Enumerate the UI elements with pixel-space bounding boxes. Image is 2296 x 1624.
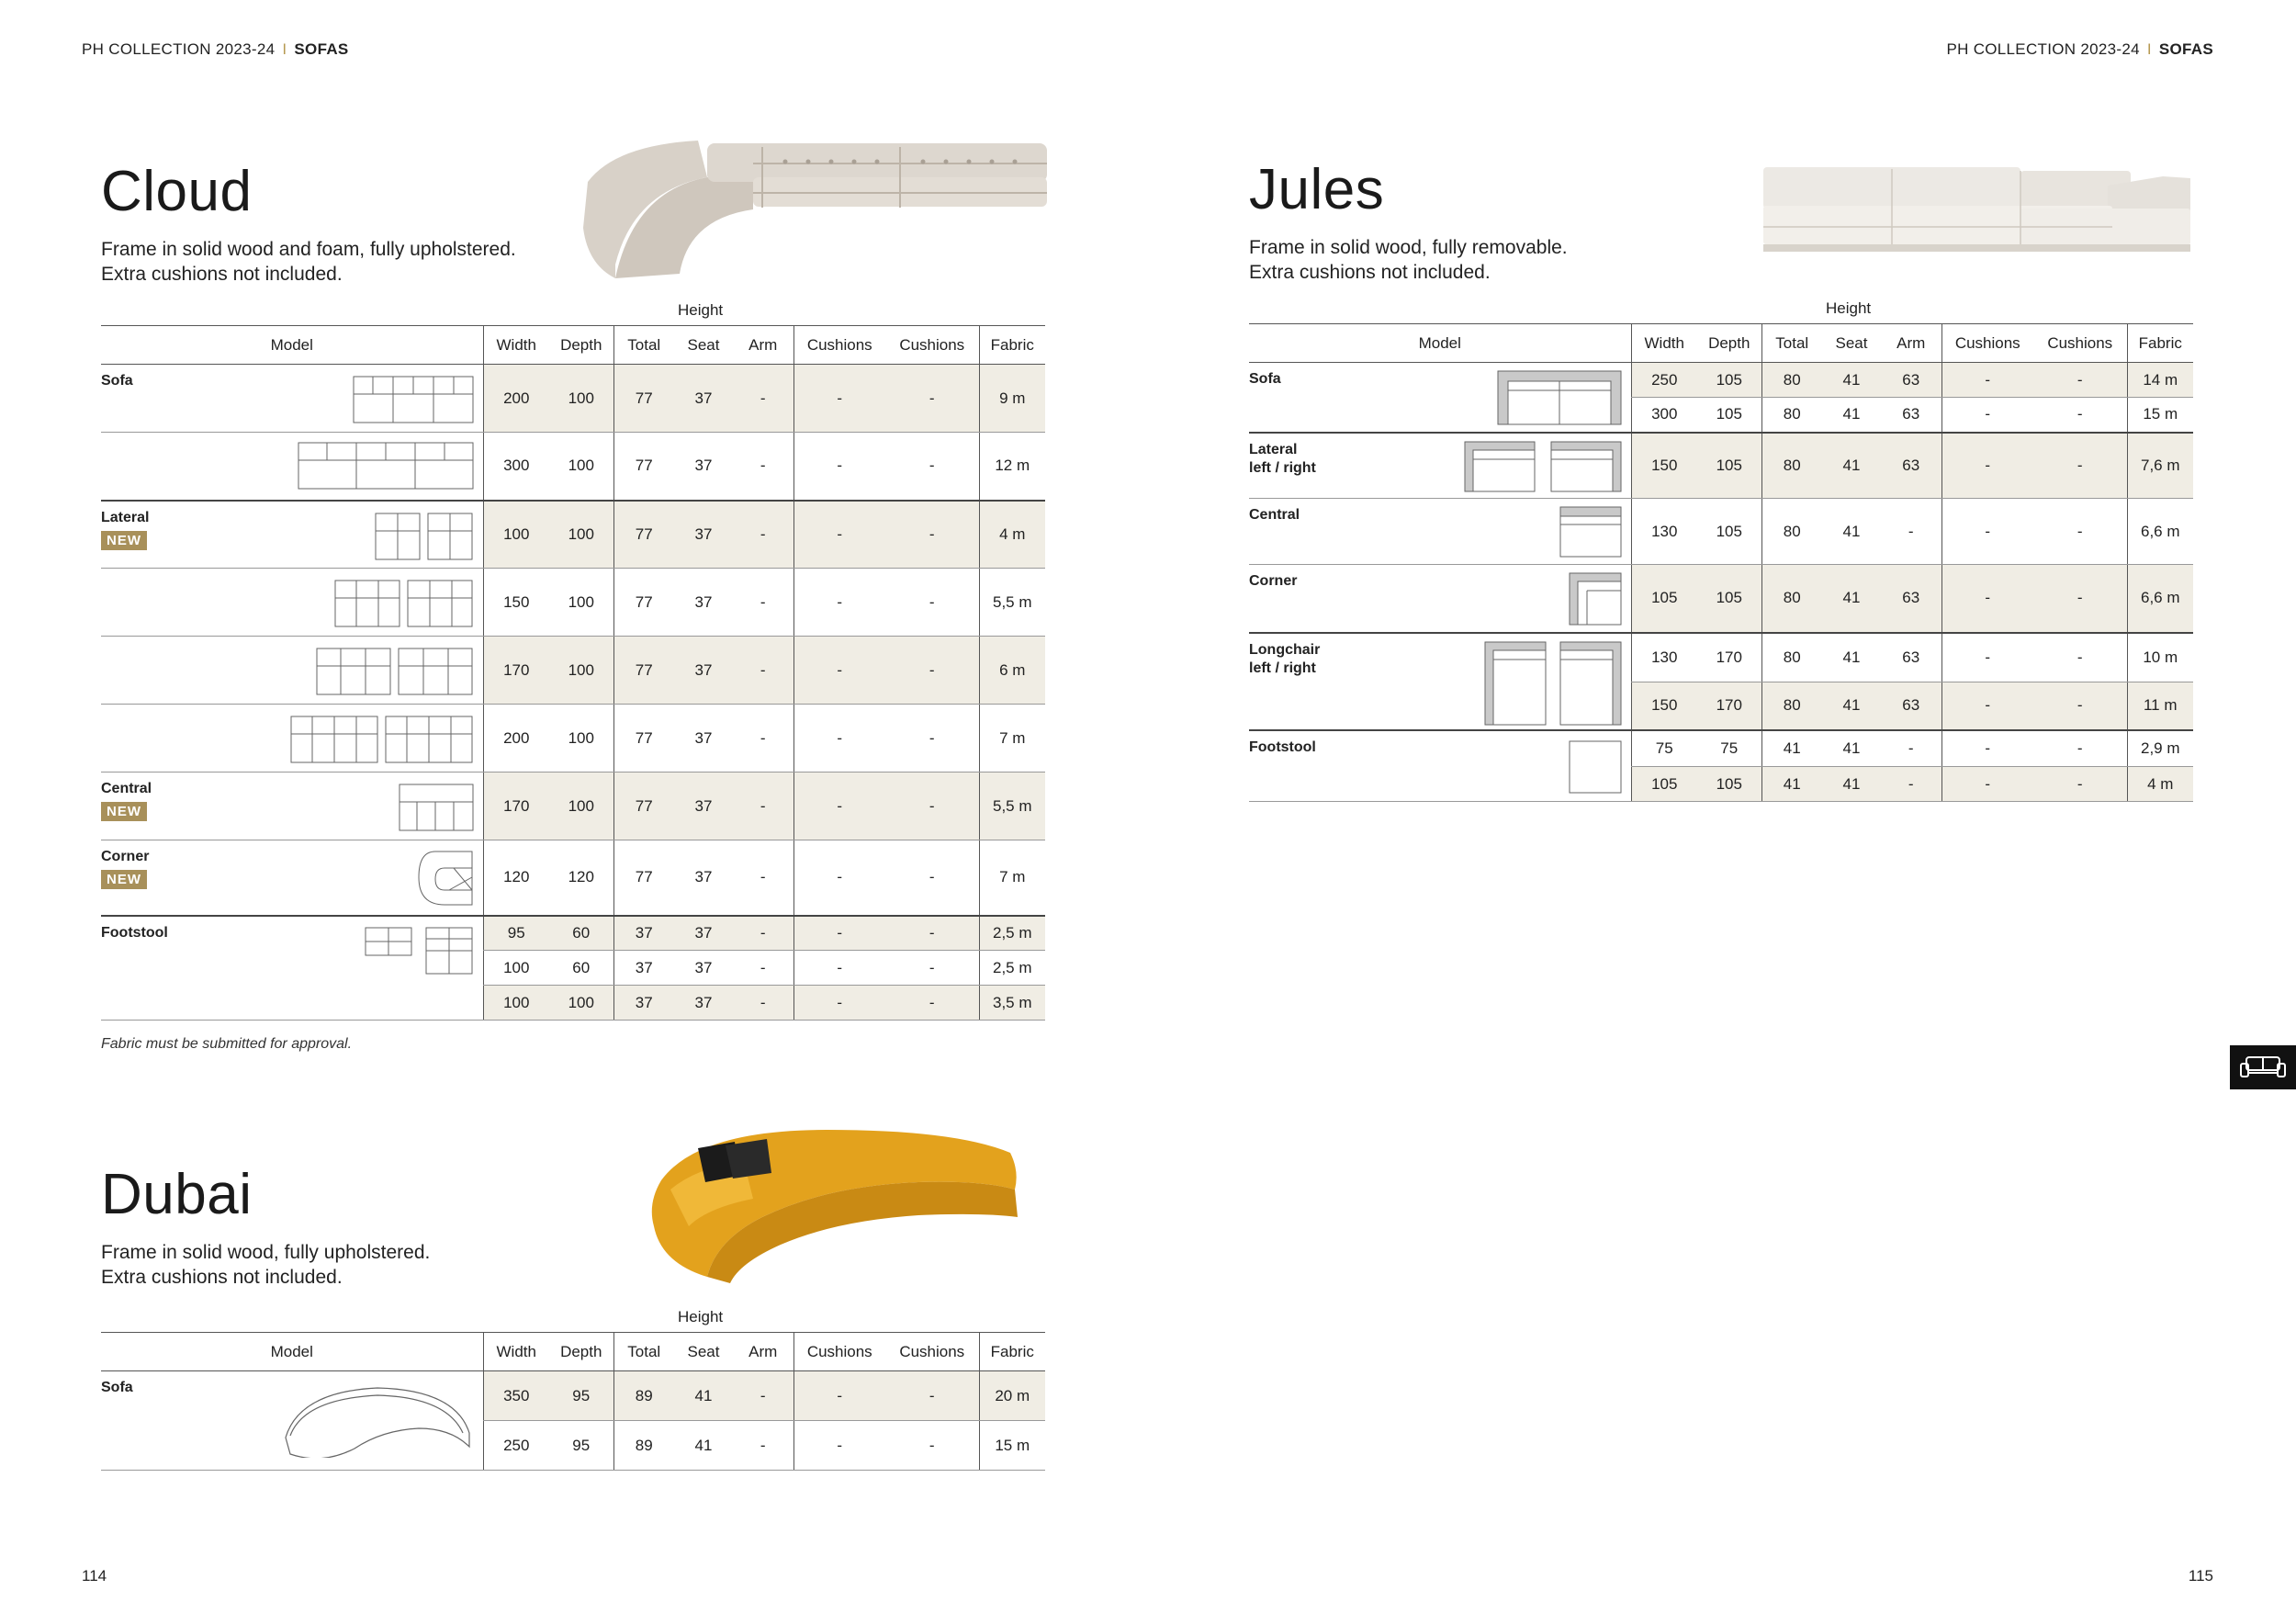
table-cell: 150 [1631,682,1697,730]
table-cell: 20 m [979,1371,1045,1421]
table-cell: 120 [549,840,613,916]
table-cell: 77 [613,637,674,705]
table-cell: - [793,705,885,773]
col-width: Width [483,326,549,365]
table-cell: 63 [1881,363,1941,398]
table-cell: 2,5 m [979,916,1045,951]
table-row [101,569,1045,637]
table-cell: - [733,365,793,433]
table-cell: - [793,501,885,569]
cloud-description [101,237,516,287]
jules-footstool-sketch [1569,740,1622,794]
table-cell: 170 [483,773,549,840]
table-cell: - [733,569,793,637]
table-cell: 63 [1881,682,1941,730]
col-cushions: Cushions [793,1333,885,1371]
table-cell: - [1941,682,2033,730]
table-cell: - [2033,398,2127,433]
central-sketch [399,784,474,831]
dubai-title: Dubai [101,1163,253,1226]
table-cell: - [733,433,793,501]
table-cell: 63 [1881,398,1941,433]
table-cell: 37 [674,433,733,501]
table-cell: 7 m [979,840,1045,916]
table-row [101,365,1045,433]
table-cell: 77 [613,569,674,637]
table-cell: 130 [1631,633,1697,682]
table-cell: - [885,840,979,916]
table-row [1249,433,2193,499]
running-header-right [1946,40,2213,59]
table-cell: 41 [1822,730,1881,767]
table-cell: 200 [483,705,549,773]
model-name: Central [1249,507,1300,523]
model-variant: left / right [1249,660,1316,676]
table-cell: 105 [1697,767,1761,802]
table-cell: 11 m [2127,682,2193,730]
table-cell: 75 [1697,730,1761,767]
table-row [1249,363,2193,398]
table-row [101,840,1045,916]
table-cell: 100 [549,569,613,637]
table-cell: - [2033,767,2127,802]
jules-description [1249,235,1568,285]
table-cell: 60 [549,916,613,951]
fabric-note: Fabric must be submitted for approval. [101,1036,353,1052]
table-cell: - [793,637,885,705]
table-cell: 250 [1631,363,1697,398]
table-cell: 100 [549,986,613,1021]
header-separator: I [282,40,287,58]
table-cell: - [733,773,793,840]
table-row [1249,499,2193,565]
table-cell: - [733,705,793,773]
table-cell: 105 [1697,363,1761,398]
table-cell: - [1881,730,1941,767]
table-cell: - [2033,565,2127,633]
cloud-desc-line1: Frame in solid wood and foam, fully upholstered. [101,239,516,260]
col-seat: Seat [1822,324,1881,363]
table-cell: - [1941,363,2033,398]
table-cell: - [885,916,979,951]
section-label: SOFAS [2158,40,2213,58]
table-cell: 170 [1697,633,1761,682]
table-cell: 6,6 m [2127,565,2193,633]
table-cell: - [733,916,793,951]
table-cell: - [1941,499,2033,565]
sofa-icon [2239,1054,2287,1080]
table-cell: - [793,840,885,916]
table-cell: 37 [674,569,733,637]
table-cell: 80 [1761,633,1822,682]
table-cell: 170 [483,637,549,705]
table-cell: - [2033,499,2127,565]
table-cell: 60 [549,951,613,986]
model-name: Lateral [1249,441,1298,457]
jules-desc-line2: Extra cushions not included. [1249,262,1491,283]
table-cell: 37 [674,951,733,986]
table-cell: 3,5 m [979,986,1045,1021]
table-cell: - [885,1421,979,1471]
table-cell: 77 [613,840,674,916]
col-model: Model [1249,324,1631,363]
table-cell: 37 [674,916,733,951]
table-cell: - [793,951,885,986]
jules-heading [1249,158,1385,221]
curved-sofa-sketch [281,1382,474,1458]
table-cell: - [885,365,979,433]
table-cell: 41 [1822,565,1881,633]
table-cell: 95 [549,1421,613,1471]
table-cell: 41 [1822,633,1881,682]
table-row [1249,730,2193,767]
table-cell: 150 [1631,433,1697,499]
col-depth: Depth [549,326,613,365]
table-row [1249,633,2193,682]
table-cell: - [733,637,793,705]
model-name: Longchair [1249,641,1321,658]
model-name: Sofa [1249,371,1281,387]
dubai-heading [101,1163,253,1226]
table-cell: 100 [549,705,613,773]
dubai-desc-line1: Frame in solid wood, fully upholstered. [101,1242,431,1263]
model-name: Central [101,781,152,796]
table-cell: 95 [549,1371,613,1421]
table-cell: 41 [1822,767,1881,802]
table-cell: 105 [1697,433,1761,499]
model-name: Sofa [101,1380,133,1395]
table-cell: 80 [1761,565,1822,633]
col-total: Total [613,326,674,365]
table-cell: 100 [483,951,549,986]
table-cell: - [1881,499,1941,565]
table-cell: 12 m [979,433,1045,501]
table-cell: - [733,501,793,569]
col-model: Model [101,1333,483,1371]
col-model: Model [101,326,483,365]
table-cell: - [885,501,979,569]
lateral-sketch [316,648,474,695]
table-cell: 41 [674,1421,733,1471]
lateral-sketch [375,513,474,560]
table-cell: 63 [1881,565,1941,633]
table-cell: 80 [1761,682,1822,730]
model-name: Footstool [1249,739,1316,755]
cloud-sofa-photo [579,136,1056,285]
table-cell: 41 [1822,363,1881,398]
jules-sofa-photo [1759,158,2195,268]
model-name: Corner [101,849,150,864]
section-label: SOFAS [294,40,349,58]
table-cell: - [2033,363,2127,398]
table-cell: 130 [1631,499,1697,565]
table-cell: 105 [1697,565,1761,633]
table-cell: 41 [1822,499,1881,565]
table-cell: 7,6 m [2127,433,2193,499]
table-cell: - [793,916,885,951]
collection-label: PH COLLECTION 2023-24 [82,40,276,58]
table-cell: - [2033,682,2127,730]
table-row [101,773,1045,840]
col-depth: Depth [1697,324,1761,363]
col-arm: Arm [733,1333,793,1371]
model-name: Corner [1249,573,1298,589]
table-cell: - [1941,730,2033,767]
table-cell: - [1941,767,2033,802]
table-cell: - [885,433,979,501]
table-cell: - [793,986,885,1021]
table-cell: 75 [1631,730,1697,767]
table-cell: - [793,1371,885,1421]
table-cell: 77 [613,705,674,773]
table-cell: 100 [483,986,549,1021]
table-cell: 2,5 m [979,951,1045,986]
table-row [101,501,1045,569]
running-header-left [82,40,349,59]
table-cell: - [2033,730,2127,767]
table-cell: 80 [1761,363,1822,398]
table-row [101,433,1045,501]
sofa-3-seat-sketch [298,442,474,490]
col-total: Total [613,1333,674,1371]
col-cushions: Cushions [1941,324,2033,363]
table-cell: 2,9 m [2127,730,2193,767]
table-cell: 100 [549,433,613,501]
table-cell: 105 [1631,565,1697,633]
sofa-2-seat-sketch [353,376,474,423]
table-cell: 5,5 m [979,773,1045,840]
table-cell: 41 [1761,767,1822,802]
dubai-height-group-label: Height [678,1308,724,1325]
table-cell: - [733,1421,793,1471]
table-cell: 105 [1631,767,1697,802]
jules-lateral-sketch [1464,441,1622,492]
jules-central-sketch [1559,506,1622,558]
page-number-right: 115 [2188,1567,2213,1585]
jules-longchair-sketch [1484,641,1622,726]
page-number-left: 114 [82,1567,107,1585]
table-cell: - [793,773,885,840]
table-cell: 63 [1881,433,1941,499]
table-cell: - [885,951,979,986]
table-cell: 100 [549,637,613,705]
table-cell: 80 [1761,398,1822,433]
cloud-desc-line2: Extra cushions not included. [101,264,343,285]
table-cell: 5,5 m [979,569,1045,637]
table-cell: 77 [613,773,674,840]
table-cell: - [793,365,885,433]
col-seat: Seat [674,1333,733,1371]
table-cell: 37 [613,951,674,986]
table-cell: 37 [674,986,733,1021]
col-depth: Depth [549,1333,613,1371]
table-cell: - [733,1371,793,1421]
table-cell: - [885,1371,979,1421]
table-cell: 41 [1822,433,1881,499]
table-cell: 77 [613,365,674,433]
col-total: Total [1761,324,1822,363]
model-name: Footstool [101,924,168,941]
col-arm: Arm [1881,324,1941,363]
table-row [101,637,1045,705]
cloud-height-group-label: Height [678,301,724,319]
table-cell: 350 [483,1371,549,1421]
table-cell: - [885,569,979,637]
col-width: Width [483,1333,549,1371]
table-cell: - [793,569,885,637]
table-cell: 6 m [979,637,1045,705]
new-badge: NEW [101,870,147,889]
cloud-spec-table [101,325,1045,1021]
table-cell: - [1941,565,2033,633]
table-cell: - [2033,633,2127,682]
table-cell: - [733,986,793,1021]
table-cell: 100 [549,365,613,433]
table-cell: - [1941,633,2033,682]
col-fabric: Fabric [979,326,1045,365]
collection-label: PH COLLECTION 2023-24 [1946,40,2140,58]
col-cushions: Cushions [793,326,885,365]
table-cell: 10 m [2127,633,2193,682]
table-cell: 80 [1761,433,1822,499]
model-name: Lateral [101,509,150,525]
table-row [101,1371,1045,1421]
lateral-sketch [290,716,474,763]
table-cell: - [1941,398,2033,433]
footstool-sketch [364,926,474,976]
col-fabric: Fabric [2127,324,2193,363]
table-cell: 105 [1697,398,1761,433]
table-row [1249,565,2193,633]
table-cell: 100 [483,501,549,569]
col-cushions: Cushions [885,1333,979,1371]
table-cell: 77 [613,501,674,569]
table-row [101,705,1045,773]
dubai-spec-table [101,1332,1045,1471]
table-cell: 41 [1822,398,1881,433]
table-cell: 37 [674,637,733,705]
table-cell: - [885,986,979,1021]
table-cell: - [885,705,979,773]
table-cell: 37 [674,840,733,916]
table-cell: 7 m [979,705,1045,773]
table-cell: - [733,951,793,986]
table-cell: 15 m [979,1421,1045,1471]
table-cell: 4 m [2127,767,2193,802]
header-separator: I [2146,40,2152,58]
table-row [101,916,1045,951]
jules-height-group-label: Height [1826,299,1872,317]
sofas-section-tab[interactable] [2230,1045,2296,1089]
table-cell: 4 m [979,501,1045,569]
table-cell: 100 [549,501,613,569]
table-cell: - [1881,767,1941,802]
dubai-sofa-photo [643,1125,1038,1286]
new-badge: NEW [101,531,147,550]
jules-desc-line1: Frame in solid wood, fully removable. [1249,237,1568,258]
model-name: Sofa [101,373,133,389]
table-cell: 37 [674,501,733,569]
table-cell: 105 [1697,499,1761,565]
corner-sketch [417,850,474,907]
cloud-title: Cloud [101,160,253,223]
table-cell: 15 m [2127,398,2193,433]
table-cell: - [793,433,885,501]
table-cell: - [793,1421,885,1471]
table-cell: 89 [613,1371,674,1421]
table-cell: 77 [613,433,674,501]
table-cell: 37 [674,365,733,433]
table-cell: 6,6 m [2127,499,2193,565]
table-cell: 9 m [979,365,1045,433]
table-cell: 41 [1822,682,1881,730]
table-cell: - [2033,433,2127,499]
model-variant: left / right [1249,459,1316,476]
table-cell: 41 [674,1371,733,1421]
table-cell: - [885,637,979,705]
col-arm: Arm [733,326,793,365]
table-cell: - [1941,433,2033,499]
table-cell: 37 [613,986,674,1021]
table-cell: 300 [483,433,549,501]
table-cell: 170 [1697,682,1761,730]
dubai-desc-line2: Extra cushions not included. [101,1267,343,1288]
table-cell: 95 [483,916,549,951]
jules-sofa-sketch [1497,370,1622,425]
jules-corner-sketch [1569,572,1622,626]
table-cell: - [885,773,979,840]
table-cell: 200 [483,365,549,433]
col-fabric: Fabric [979,1333,1045,1371]
col-width: Width [1631,324,1697,363]
table-cell: 120 [483,840,549,916]
table-cell: 37 [613,916,674,951]
table-cell: 37 [674,705,733,773]
table-cell: 63 [1881,633,1941,682]
lateral-sketch [334,580,474,627]
table-cell: 14 m [2127,363,2193,398]
col-seat: Seat [674,326,733,365]
jules-title: Jules [1249,158,1385,221]
table-cell: - [733,840,793,916]
col-cushions: Cushions [885,326,979,365]
cloud-heading [101,160,253,223]
dubai-description [101,1240,430,1290]
table-cell: 100 [549,773,613,840]
table-cell: 150 [483,569,549,637]
col-cushions: Cushions [2033,324,2127,363]
new-badge: NEW [101,802,147,821]
table-cell: 80 [1761,499,1822,565]
table-cell: 89 [613,1421,674,1471]
jules-spec-table [1249,323,2193,802]
table-cell: 37 [674,773,733,840]
table-cell: 41 [1761,730,1822,767]
table-cell: 300 [1631,398,1697,433]
table-cell: 250 [483,1421,549,1471]
